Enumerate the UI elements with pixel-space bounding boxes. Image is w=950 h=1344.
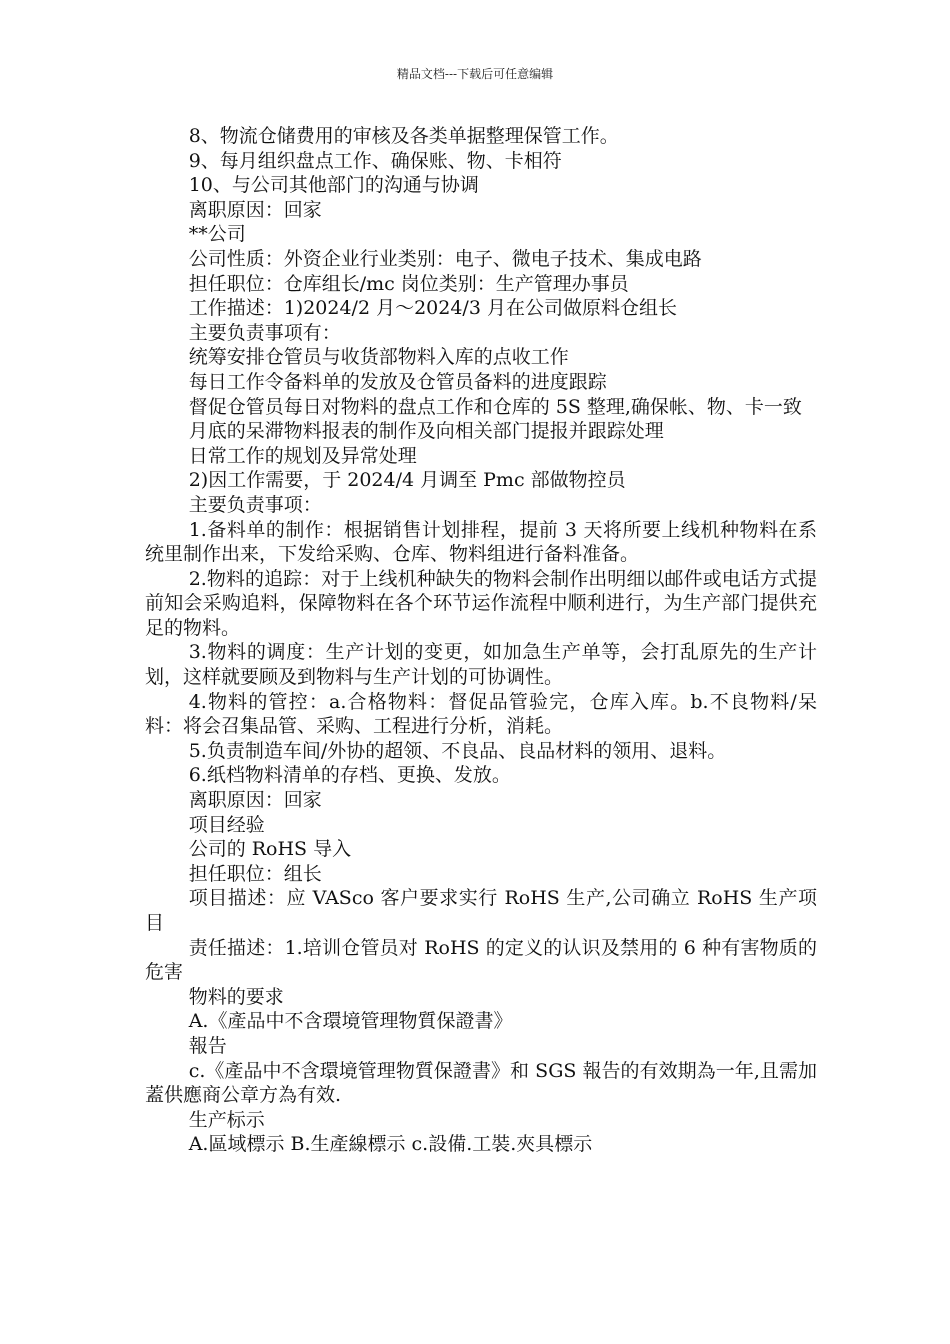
document-body: [145, 124, 817, 1157]
paragraph: A.區域標示 B.生產線標示 c.設備.工裝.夾具標示: [188, 1133, 593, 1156]
paragraph: 担任职位：仓库组长/mc 岗位类别：生产管理办事员: [188, 272, 629, 295]
paragraph: 月底的呆滞物料报表的制作及向相关部门提报并跟踪处理: [188, 420, 664, 443]
paragraph: A.《產品中不含環境管理物質保證書》: [188, 1010, 513, 1033]
paragraph: 10、与公司其他部门的沟通与协调: [188, 174, 479, 197]
paragraph: 2)因工作需要，于 2024/4 月调至 Pmc 部做物控员: [188, 469, 626, 492]
paragraph: 3.物料的调度：生产计划的变更，如加急生产单等，会打乱原先的生产计划，这样就要顾及到物料与生产计划的可协调性。: [145, 641, 817, 689]
paragraph: 离职原因：回家: [188, 789, 322, 812]
paragraph: 4.物料的管控：a.合格物料：督促品管验完，仓库入库。b.不良物料/呆料：将会召集品管、采购、工程进行分析，消耗。: [145, 690, 817, 738]
paragraph: 1.备料单的制作：根据销售计划排程，提前 3 天将所要上线机种物料在系统里制作出来，下发给采购、仓库、物料组进行备料准备。: [145, 518, 817, 566]
paragraph: 统筹安排仓管员与收货部物料入库的点收工作: [188, 346, 569, 369]
paragraph: 報告: [188, 1034, 227, 1057]
paragraph: 公司性质：外资企业行业类别：电子、微电子技术、集成电路: [188, 247, 702, 270]
paragraph: **公司: [188, 223, 246, 246]
paragraph: 2.物料的追踪：对于上线机种缺失的物料会制作出明细以邮件或电话方式提前知会采购追料，保障物料在各个环节运作流程中顺利进行，为生产部门提供充足的物料。: [145, 567, 817, 639]
paragraph: 公司的 RoHS 导入: [188, 838, 352, 861]
paragraph: 物料的要求: [188, 985, 284, 1008]
paragraph: 6.纸档物料清单的存档、更换、发放。: [188, 764, 511, 787]
paragraph: 责任描述：1.培训仓管员对 RoHS 的定义的认识及禁用的 6 种有害物质的危害: [145, 936, 817, 984]
paragraph: 离职原因：回家: [188, 198, 322, 221]
paragraph: 9、每月组织盘点工作、确保账、物、卡相符: [188, 149, 562, 172]
paragraph: 生产标示: [188, 1108, 265, 1131]
section-heading: 项目经验: [188, 813, 265, 836]
paragraph: c.《產品中不含環境管理物質保證書》和 SGS 報告的有效期為一年,且需加蓋供應商公章方為有效.: [145, 1059, 817, 1107]
paragraph: 工作描述：1)2024/2 月～2024/3 月在公司做原料仓组长: [188, 297, 677, 320]
paragraph: 项目描述：应 VAScо 客户要求实行 RoHS 生产,公司确立 RoHS 生产项目: [145, 887, 817, 934]
paragraph: 主要负责事项有：: [188, 321, 341, 344]
paragraph: 督促仓管员每日对物料的盘点工作和仓库的 5S 整理,确保帐、物、卡一致: [188, 395, 802, 418]
paragraph: 8、物流仓储费用的审核及各类单据整理保管工作。: [188, 125, 619, 147]
paragraph: 5.负责制造车间/外协的超领、不良品、良品材料的领用、退料。: [188, 739, 727, 762]
paragraph: 日常工作的规划及异常处理: [188, 444, 417, 467]
paragraph: 担任职位：组长: [188, 862, 322, 885]
paragraph: 每日工作令备料单的发放及仓管员备料的进度跟踪: [188, 370, 607, 393]
page-header: 精品文档---下载后可任意编辑: [396, 67, 554, 81]
paragraph: 主要负责事项：: [188, 493, 322, 516]
